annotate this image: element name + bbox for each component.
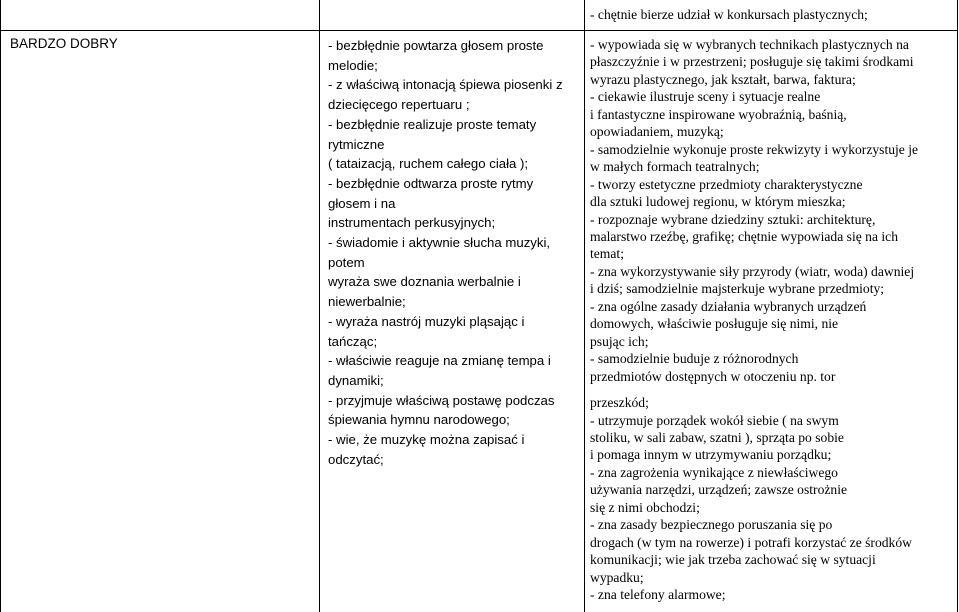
art-line: wyrazu plastycznego, jak kształt, barwa, faktura; — [590, 71, 856, 87]
tech-line: stoliku, w sali zabaw, szatni ), sprząta po sobie — [590, 429, 844, 445]
music-line: głosem i na — [328, 195, 396, 211]
art-line: psując ich; — [590, 333, 649, 349]
music-line: wyraża swe doznania werbalnie i — [328, 274, 521, 290]
music-line: niewerbalnie; — [328, 294, 406, 310]
music-line: potem — [328, 254, 365, 270]
table-border-right — [957, 0, 958, 612]
tech-line: komunikacji; wie jak trzeba zachować się w sytuacji — [590, 552, 876, 568]
art-line: - wypowiada się w wybranych technikach plastycznych na — [590, 37, 909, 52]
art-tech-requirements — [590, 36, 955, 604]
table-border-left — [0, 0, 1, 612]
music-line: - wie, że muzykę można zapisać i — [328, 432, 525, 448]
tech-line: drogach (w tym na rowerze) i potrafi korzystać ze środków — [590, 534, 912, 550]
paragraph-gap — [590, 385, 955, 394]
art-line: opowiadaniem, muzyką; — [590, 124, 724, 140]
tech-line: - zna zasady bezpiecznego poruszania się po — [590, 517, 833, 533]
music-line: dynamiki; — [328, 372, 384, 388]
music-line: tańcząc; — [328, 333, 378, 349]
table-border-col1 — [319, 0, 320, 612]
table-border-col2 — [584, 0, 585, 612]
art-line: i dziś; samodzielnie majsterkuje wybrane przedmioty; — [590, 281, 885, 297]
tech-line: wypadku; — [590, 569, 644, 585]
tech-line: - utrzymuje porządek wokół siebie ( na swym — [590, 412, 839, 428]
table-row-divider — [0, 30, 958, 31]
music-line: dziecięcego repertuaru ; — [328, 97, 470, 113]
music-requirements — [328, 36, 580, 469]
music-line: - świadomie i aktywnie słucha muzyki, — [328, 235, 551, 251]
music-line: - bezbłędnie powtarza głosem proste — [328, 38, 544, 53]
art-line: temat; — [590, 246, 624, 262]
music-line: - bezbłędnie realizuje proste tematy — [328, 116, 537, 132]
art-line: domowych, właściwie posługuje się nimi, nie — [590, 316, 839, 332]
music-line: instrumentach perkusyjnych; — [328, 215, 496, 231]
music-line: śpiewania hymnu narodowego; — [328, 412, 510, 428]
tech-line: - zna zagrożenia wynikające z niewłaściwego — [590, 464, 838, 480]
art-line: i fantastyczne inspirowane wyobraźnią, baśnią, — [590, 106, 847, 122]
art-line: - samodzielnie wykonuje proste rekwizyty i wykorzystuje je — [590, 141, 919, 157]
tech-line: - zna telefony alarmowe; — [590, 587, 726, 603]
music-line: melodie; — [328, 57, 378, 73]
art-line: malarstwo rzeźbę, grafikę; chętnie wypowiada się na ich — [590, 228, 898, 244]
grade-label: BARDZO DOBRY — [10, 36, 118, 51]
music-line: - właściwie reaguje na zmianę tempa i — [328, 353, 551, 369]
music-line: odczytać; — [328, 451, 384, 467]
music-line: rytmiczne — [328, 136, 385, 152]
tech-line: używania narzędzi, urządzeń; zawsze ostrożnie — [590, 482, 848, 498]
art-line: przedmiotów dostępnych w otoczeniu np. tor — [590, 368, 836, 384]
music-line: - wyraża nastrój muzyki pląsając i — [328, 313, 525, 329]
art-line: - tworzy estetyczne przedmioty charakterystyczne — [590, 176, 863, 192]
art-line: w małych formach teatralnych; — [590, 159, 760, 175]
art-line: - zna ogólne zasady działania wybranych urządzeń — [590, 298, 867, 314]
art-line: - zna wykorzystywanie siły przyrody (wiatr, woda) dawniej — [590, 263, 915, 279]
music-line: - przyjmuje właściwą postawę podczas — [328, 392, 555, 408]
art-line: - ciekawie ilustruje sceny i sytuacje realne — [590, 89, 821, 105]
tech-line: przeszkód; — [590, 395, 649, 411]
art-line: dla sztuki ludowej regionu, w którym mieszka; — [590, 194, 846, 210]
music-line: - bezbłędnie odtwarza proste rytmy — [328, 175, 534, 191]
art-line: płaszczyźnie i w przestrzeni; posługuje się takimi środkami — [590, 54, 914, 70]
art-line: - rozpoznaje wybrane dziedziny sztuki: architekturę, — [590, 211, 876, 227]
tech-line: się z nimi obchodzi; — [590, 499, 700, 515]
art-line: - samodzielnie buduje z różnorodnych — [590, 351, 799, 367]
music-line: ( tataizacją, ruchem całego ciała ); — [328, 156, 529, 172]
music-line: - z właściwą intonacją śpiewa piosenki z — [328, 77, 563, 93]
tech-line: i pomaga innym w utrzymywaniu porządku; — [590, 447, 832, 463]
top-row-text: - chętnie bierze udział w konkursach plastycznych; — [590, 7, 868, 22]
